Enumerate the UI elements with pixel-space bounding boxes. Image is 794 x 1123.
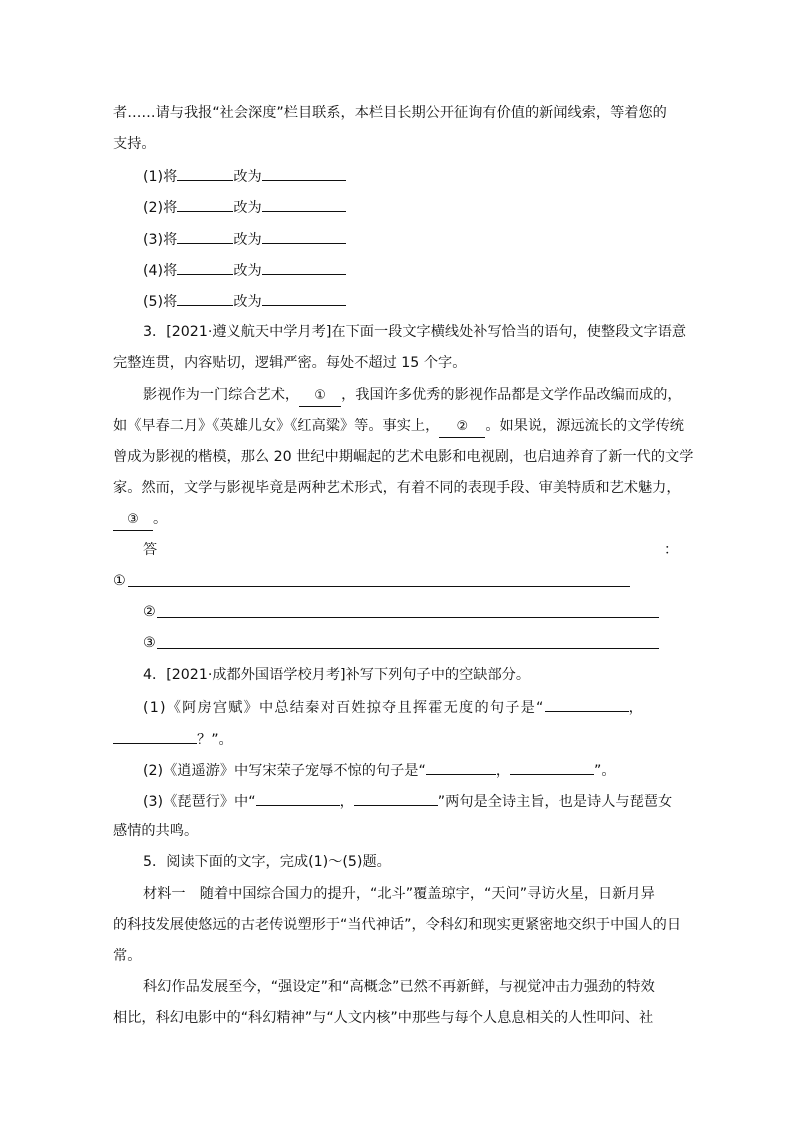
answer-line-3[interactable] — [157, 648, 659, 649]
q4-text: ”两句是全诗主旨，也是诗人与琵琶女 — [437, 794, 673, 810]
item-word: 改为 — [233, 169, 262, 185]
answer-blank[interactable] — [262, 259, 346, 275]
answer-blank[interactable] — [256, 790, 340, 806]
q4-text: ， — [495, 763, 511, 779]
passage-line — [143, 385, 682, 407]
item-number: (5) — [143, 294, 164, 310]
passage-text: 。 — [153, 511, 168, 527]
answer-blank[interactable] — [426, 759, 496, 775]
q4-text: ”。 — [594, 763, 616, 779]
answer-blank[interactable] — [262, 290, 346, 306]
item-word: 将 — [163, 232, 178, 248]
answer-blank[interactable] — [262, 228, 346, 244]
replace-item — [143, 165, 346, 187]
question-5-title: 5．阅读下面的文字，完成(1)～(5)题。 — [143, 854, 391, 870]
answer-line-label-1: ① — [113, 573, 126, 589]
q4-text: (3)《琵琶行》中“ — [143, 794, 256, 810]
passage-line — [113, 509, 167, 531]
passage-text: 。如果说，源远流长的文学传统 — [485, 418, 684, 434]
item-number: (2) — [143, 200, 164, 216]
q4-item-2 — [143, 759, 616, 781]
material-line: 相比，科幻电影中的“科幻精神”与“人文内核”中那些与每个人息息相关的人性叩问、社 — [113, 1010, 654, 1026]
item-number: (3) — [143, 232, 164, 248]
question-4-title: 4．[2021·成都外国语学校月考]补写下列句子中的空缺部分。 — [143, 667, 531, 683]
material-line: 材料一 随着中国综合国力的提升，“北斗”覆盖琼宇，“天问”寻访火星，日新月异 — [143, 886, 655, 902]
item-word: 将 — [163, 263, 178, 279]
item-number: (4) — [143, 263, 164, 279]
item-word: 将 — [163, 169, 178, 185]
q4-text: (2)《逍遥游》中写宋荣子宠辱不惊的句子是“ — [143, 763, 426, 779]
material-line: 常。 — [113, 948, 142, 964]
gap-marker-3[interactable]: ③ — [113, 510, 153, 531]
q4-item-3-cont: 感情的共鸣。 — [113, 823, 199, 839]
q4-item-1 — [143, 696, 644, 718]
passage-line: 家。然而，文学与影视毕竟是两种艺术形式，有着不同的表现手段、审美特质和艺术魅力， — [113, 480, 681, 496]
q4-text: ， — [339, 794, 354, 810]
item-word: 改为 — [233, 263, 262, 279]
replace-item — [143, 228, 346, 250]
answer-blank[interactable] — [262, 196, 346, 212]
item-number: (1) — [143, 169, 164, 185]
replace-item — [143, 290, 346, 312]
item-word: 改为 — [233, 232, 262, 248]
q4-text: ？”。 — [197, 732, 233, 748]
q4-item-3 — [143, 790, 672, 812]
gap-marker-1[interactable]: ① — [299, 386, 341, 407]
answer-line-2[interactable] — [157, 617, 659, 618]
question-3-title-cont: 完整连贯，内容贴切，逻辑严密。每处不超过 15 个字。 — [113, 355, 467, 371]
answer-colon: ： — [664, 542, 679, 558]
q4-text: (1)《阿房宫赋》中总结秦对百姓掠夺且挥霍无度的句子是“ — [143, 700, 545, 716]
material-line: 的科技发展使悠远的古老传说塑形于“当代神话”，令科幻和现实更紧密地交织于中国人的日 — [113, 917, 682, 933]
answer-blank[interactable] — [177, 196, 233, 212]
answer-label: 答 — [143, 542, 158, 558]
item-word: 将 — [163, 294, 178, 310]
replace-item — [143, 196, 346, 218]
answer-line-label-3: ③ — [143, 635, 156, 651]
replace-item — [143, 259, 346, 281]
question-3-title: 3．[2021·遵义航天中学月考]在下面一段文字横线处补写恰当的语句，使整段文字语意 — [143, 324, 687, 340]
item-word: 改为 — [233, 200, 262, 216]
passage-text: 如《早春二月》《英雄儿女》《红高粱》等。事实上， — [113, 418, 440, 434]
answer-blank[interactable] — [177, 165, 233, 181]
answer-blank[interactable] — [177, 228, 233, 244]
item-word: 将 — [163, 200, 178, 216]
answer-line-label-2: ② — [143, 604, 156, 620]
answer-blank[interactable] — [510, 759, 594, 775]
answer-line-1[interactable] — [128, 586, 630, 587]
answer-blank[interactable] — [262, 165, 346, 181]
answer-blank[interactable] — [177, 259, 233, 275]
passage-text: ，我国许多优秀的影视作品都是文学作品改编而成的， — [341, 387, 682, 403]
answer-blank[interactable] — [354, 790, 438, 806]
gap-marker-2[interactable]: ② — [439, 417, 485, 438]
q4-item-1-cont — [113, 728, 233, 750]
passage-line — [113, 416, 684, 438]
paragraph-line: 者……请与我报“社会深度”栏目联系，本栏目长期公开征询有价值的新闻线索，等着您的 — [113, 105, 667, 121]
passage-text: 影视作为一门综合艺术， — [143, 387, 300, 403]
passage-line: 曾成为影视的楷模，那么 20 世纪中期崛起的艺术电影和电视剧，也启迪养育了新一代的文学 — [113, 449, 694, 465]
answer-blank[interactable] — [177, 290, 233, 306]
q4-text: ， — [628, 700, 644, 716]
answer-blank[interactable] — [545, 696, 629, 712]
material-line: 科幻作品发展至今，“强设定”和“高概念”已然不再新鲜，与视觉冲击力强劲的特效 — [143, 979, 655, 995]
answer-blank[interactable] — [113, 728, 197, 744]
paragraph-line: 支持。 — [113, 136, 156, 152]
item-word: 改为 — [233, 294, 262, 310]
